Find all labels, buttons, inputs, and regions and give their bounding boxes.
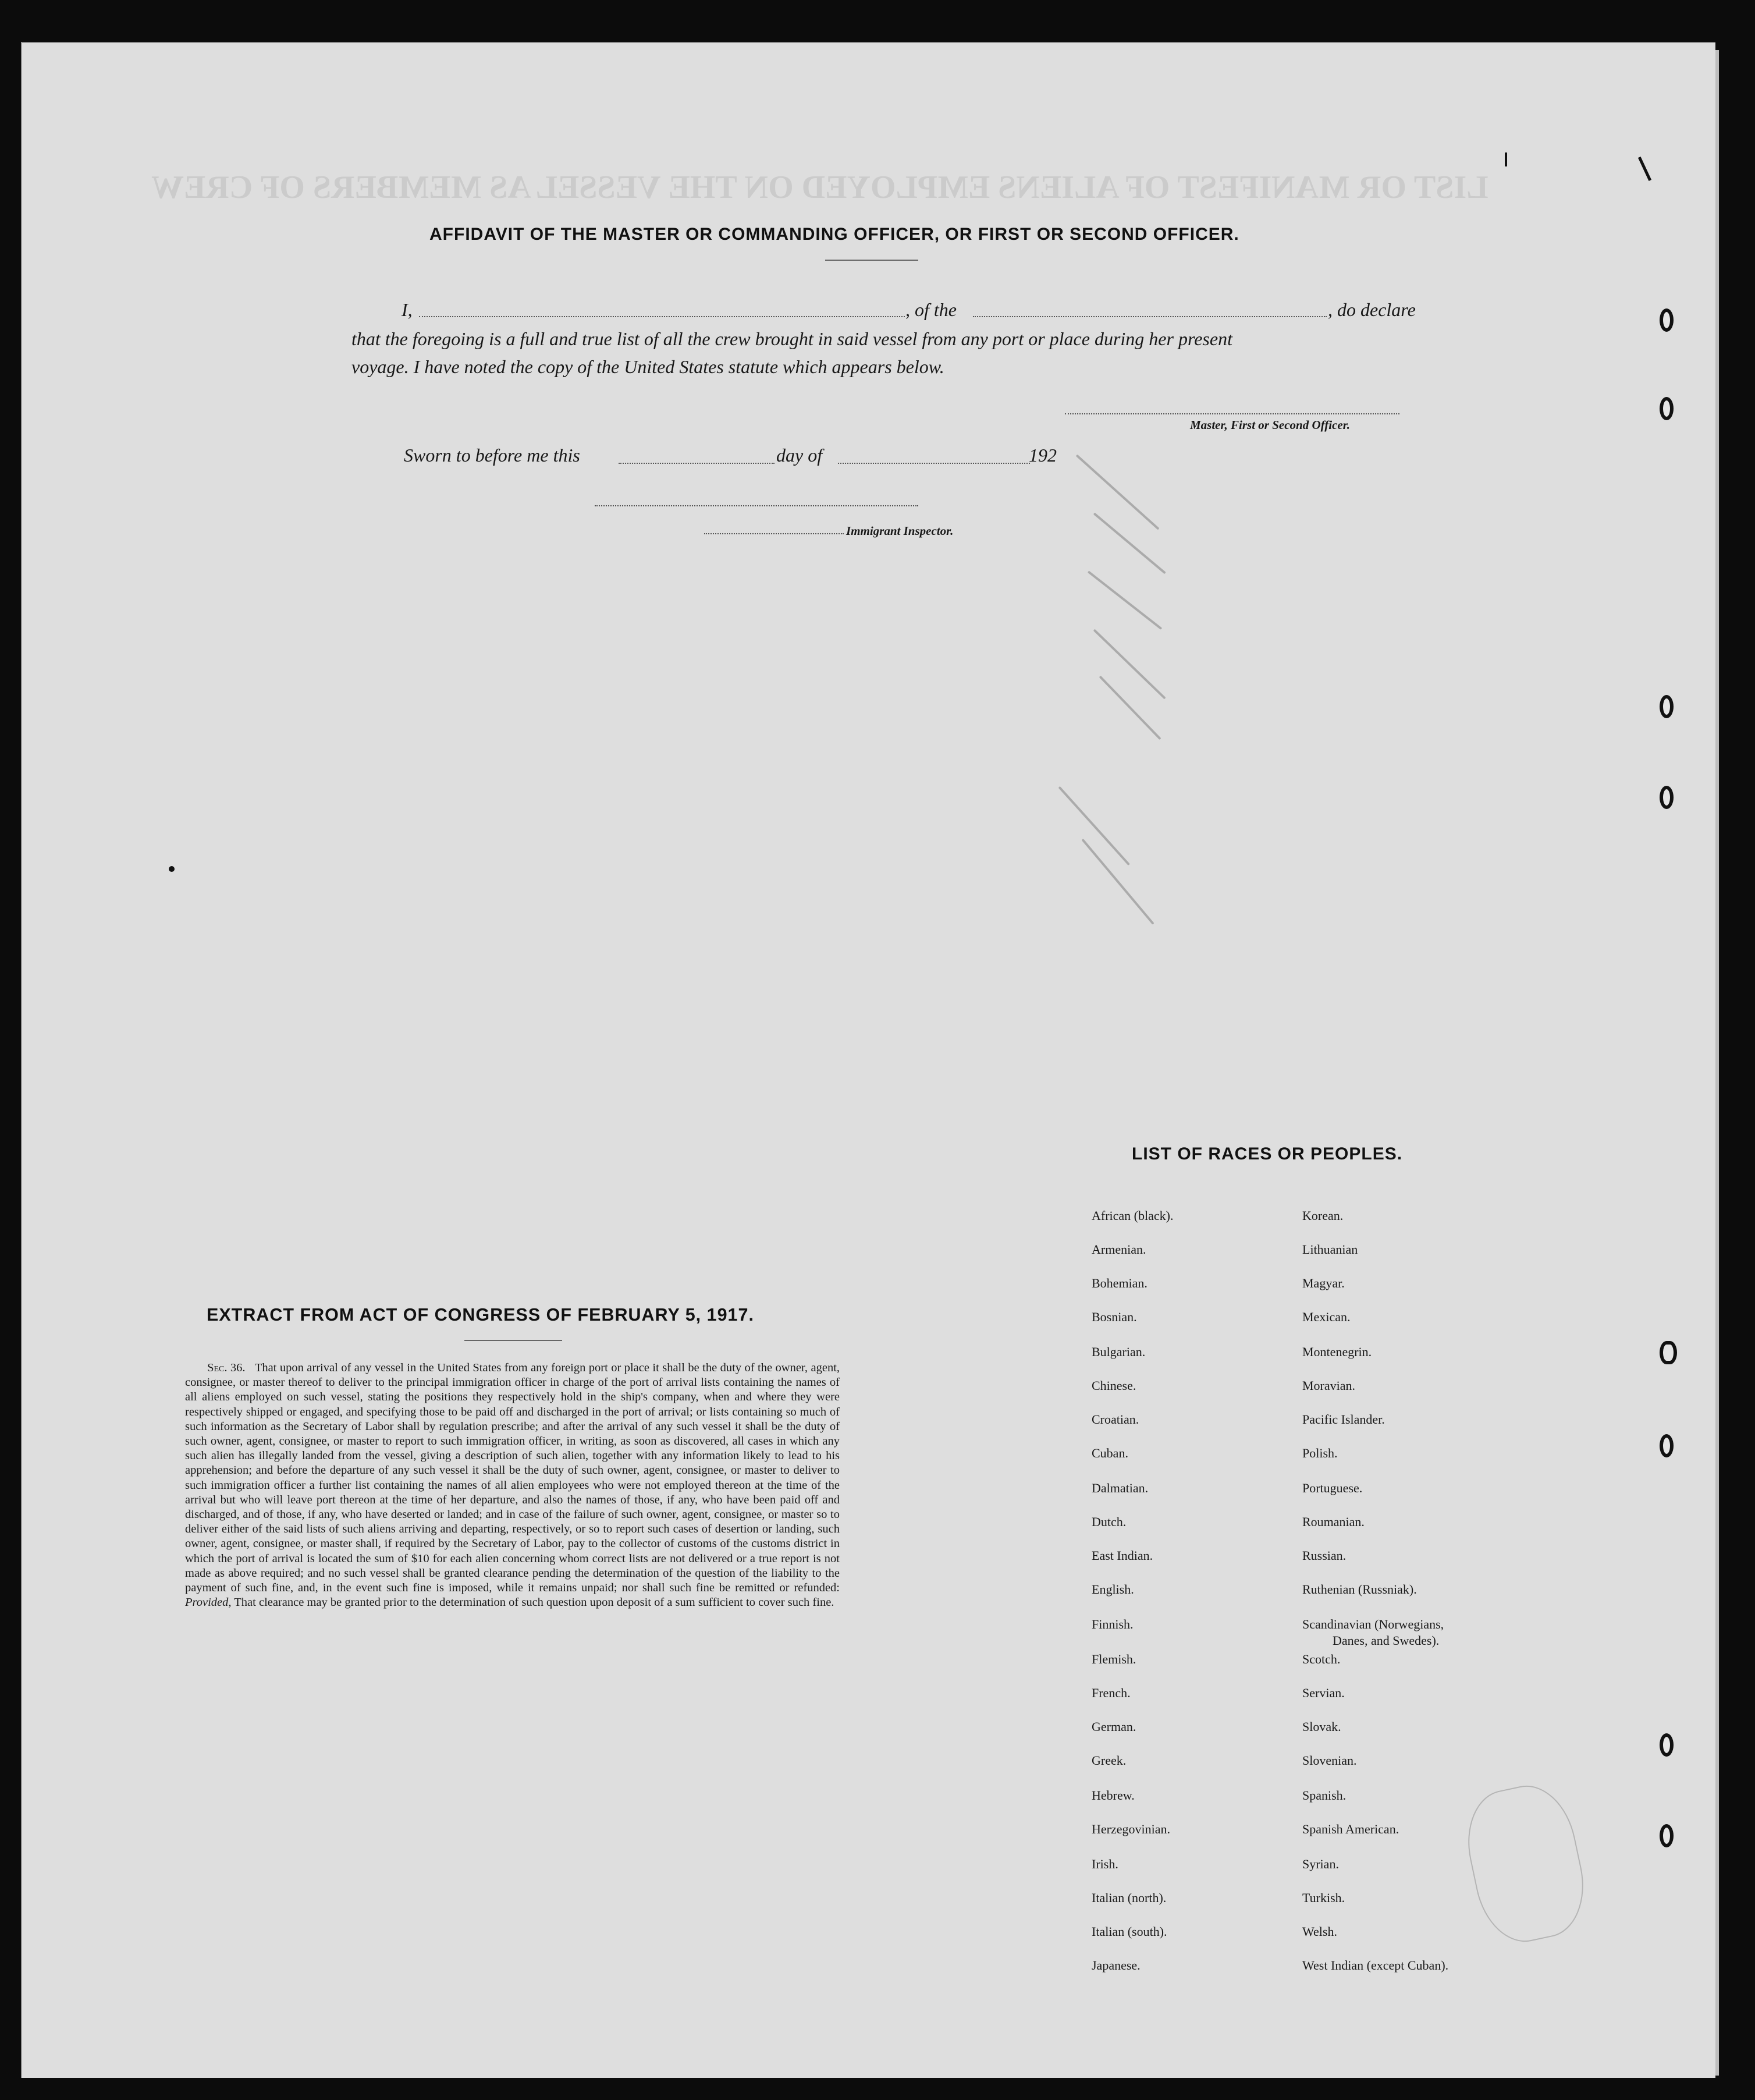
race-entry: African (black).: [1092, 1208, 1174, 1223]
vessel-line[interactable]: [973, 316, 1327, 317]
race-entry: Scandinavian (Norwegians,: [1302, 1617, 1444, 1631]
race-entry: Korean.: [1302, 1208, 1344, 1223]
race-entry: Moravian.: [1302, 1378, 1356, 1393]
race-entry: Montenegrin.: [1302, 1345, 1372, 1359]
statute-text: [185, 1361, 840, 1610]
race-entry: Italian (south).: [1092, 1924, 1167, 1939]
race-entry: Dalmatian.: [1092, 1481, 1149, 1495]
inspector-caption-leader: [704, 533, 844, 534]
race-entry: Magyar.: [1302, 1276, 1345, 1290]
statute-body-1: That upon arrival of any vessel in the United States from any foreign port or place it shall be the duty of the owner, agent, consignee, or master thereof to deliver to the principal immigration officer in charge of the port of arrival lists containing the names of all aliens employed on such vessel, stating the positions they respectively hold in the ship's company, when and where they were respectively shipped or engaged, and specifying those to be paid off and discharged in the port of arrival; or lists containing so much of such information as the Secretary of Labor shall by regulation prescribe; and after the arrival of any such vessel it shall be the duty of such owner, agent, consignee, or master to report to such immigration officer, in writing, as soon as discovered, all cases in which any such alien has illegally landed from the vessel, giving a description of such alien, together with any information likely to lead to his apprehension; and before the departure of any such vessel it shall be the duty of such owner, agent, consignee, or master to deliver to such immigration officer a further list containing the names of all alien employees who were not employed thereon at the time of the arrival but who will leave port thereon at the time of her departure, and also the names of those, if any, who have been paid off and discharged, and of those, if any, who have deserted or landed; and in case of the failure of such owner, agent, consignee, or master so to deliver either of the said lists of such aliens arriving and departing, respectively, or so to report such cases of desertion or landing, such owner, agent, consignee, or master shall, if required by the Secretary of Labor, pay to the collector of customs of the customs district in which the port of arrival is located the sum of $10 for each alien concerning whom correct lists are not delivered or a true report is not made as above required; and no such vessel shall be granted clearance pending the determination of the question of the liability to the payment of such fine, and, in the event such fine is imposed, while it remains unpaid; nor shall such fine be remitted or refunded:: [185, 1361, 840, 1595]
punch-hole: [1660, 397, 1674, 420]
punch-hole: [1660, 1824, 1674, 1847]
race-entry: Spanish.: [1302, 1788, 1347, 1803]
sworn-month-line[interactable]: [838, 463, 1030, 464]
race-entry: French.: [1092, 1686, 1131, 1700]
race-entry: English.: [1092, 1582, 1134, 1597]
race-entry: Spanish American.: [1302, 1822, 1399, 1836]
punch-hole: [1660, 1434, 1674, 1457]
master-signature-caption: Master, First or Second Officer.: [1190, 418, 1350, 432]
affidavit-body-line-1: that the foregoing is a full and true list of all the crew brought in said vessel from any port or place during her present: [351, 328, 1232, 349]
race-entry: Mexican.: [1302, 1310, 1351, 1324]
race-entry: Russian.: [1302, 1548, 1347, 1563]
race-entry: Slovenian.: [1302, 1753, 1357, 1768]
race-entry: Lithuanian: [1302, 1242, 1358, 1257]
race-entry: Turkish.: [1302, 1890, 1345, 1905]
show-through-heading: LIST OR MANIFEST OF ALIENS EMPLOYED ON THE VESSEL AS MEMBERS OF CREW: [151, 169, 1488, 205]
section-label: Sec. 36.: [207, 1361, 246, 1374]
race-entry: German.: [1092, 1719, 1136, 1734]
race-entry: Servian.: [1302, 1686, 1345, 1700]
declarant-prefix: I,: [402, 299, 413, 320]
punch-hole: [1660, 1341, 1677, 1364]
race-entry: Italian (north).: [1092, 1890, 1167, 1905]
race-entry: Syrian.: [1302, 1857, 1339, 1871]
affidavit-title: AFFIDAVIT OF THE MASTER OR COMMANDING OFFICER, OR FIRST OR SECOND OFFICER.: [429, 225, 1239, 244]
race-entry: Roumanian.: [1302, 1514, 1365, 1529]
title-rule: [825, 260, 918, 261]
race-entry: Flemish.: [1092, 1652, 1136, 1666]
inspector-signature-line[interactable]: [595, 505, 918, 506]
race-entry: Armenian.: [1092, 1242, 1146, 1257]
race-entry: Ruthenian (Russniak).: [1302, 1582, 1417, 1597]
race-entry: Polish.: [1302, 1446, 1338, 1460]
race-entry-continuation: Danes, and Swedes).: [1333, 1633, 1440, 1648]
race-entry: Dutch.: [1092, 1514, 1127, 1529]
sworn-day-line[interactable]: [619, 463, 775, 464]
inspector-caption: Immigrant Inspector.: [846, 524, 954, 538]
proviso-word: Provided,: [185, 1596, 232, 1609]
punch-hole: [1660, 786, 1674, 809]
race-entry: Japanese.: [1092, 1958, 1141, 1973]
year-prefix: 192: [1029, 445, 1057, 466]
extract-title: EXTRACT FROM ACT OF CONGRESS OF FEBRUARY 5, 1917.: [207, 1305, 754, 1325]
affidavit-body-line-2: voyage. I have noted the copy of the United States statute which appears below.: [351, 356, 944, 377]
master-signature-line[interactable]: [1065, 413, 1399, 414]
race-entry: Pacific Islander.: [1302, 1412, 1385, 1427]
race-entry: Finnish.: [1092, 1617, 1134, 1631]
race-entry: West Indian (except Cuban).: [1302, 1958, 1449, 1973]
race-entry: Cuban.: [1092, 1446, 1128, 1460]
punch-hole: [1660, 308, 1674, 332]
race-entry: East Indian.: [1092, 1548, 1153, 1563]
page-edge: [1715, 50, 1719, 2076]
race-entry: Greek.: [1092, 1753, 1127, 1768]
race-entry: Welsh.: [1302, 1924, 1337, 1939]
race-entry: Bulgarian.: [1092, 1345, 1146, 1359]
statute-body-2: That clearance may be granted prior to the determination of such question upon deposit of a sum sufficient to cover such fine.: [234, 1596, 834, 1609]
race-entry: Bosnian.: [1092, 1310, 1137, 1324]
races-title: LIST OF RACES OR PEOPLES.: [1132, 1144, 1403, 1163]
race-entry: Portuguese.: [1302, 1481, 1363, 1495]
race-entry: Chinese.: [1092, 1378, 1136, 1393]
punch-hole: [1660, 1733, 1674, 1757]
declarant-name-line[interactable]: [419, 316, 905, 317]
punch-hole: [1660, 695, 1674, 718]
race-entry: Croatian.: [1092, 1412, 1139, 1427]
race-entry: Slovak.: [1302, 1719, 1341, 1734]
race-entry: Irish.: [1092, 1857, 1118, 1871]
sworn-prefix: Sworn to before me this: [404, 445, 580, 466]
race-entry: Herzegovinian.: [1092, 1822, 1170, 1836]
race-entry: Scotch.: [1302, 1652, 1341, 1666]
race-entry: Bohemian.: [1092, 1276, 1148, 1290]
do-declare-label: , do declare: [1328, 299, 1416, 320]
ink-dot: [169, 866, 175, 872]
extract-title-rule: [464, 1340, 562, 1341]
of-the-label: , of the: [905, 299, 957, 320]
corner-mark: [1505, 152, 1507, 166]
race-entry: Hebrew.: [1092, 1788, 1135, 1803]
day-of-label: day of: [776, 445, 823, 466]
